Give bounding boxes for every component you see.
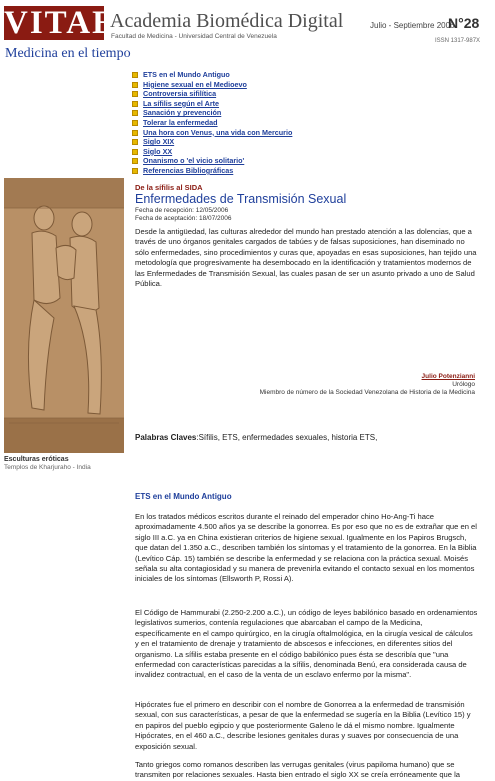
toc-link[interactable]: Una hora con Venus, una vida con Mercurio — [143, 127, 293, 137]
toc-item[interactable] — [130, 80, 292, 90]
body-paragraph-4: Tanto griegos como romanos describen las verrugas genitales (virus papiloma humano) que se transmiten por relaciones sexuales. Hasta bien entrado el siglo XX se creía erróneamente que la — [135, 760, 461, 780]
toc-item[interactable] — [130, 147, 292, 157]
toc-link[interactable]: Onanismo o 'el vicio solitario' — [143, 156, 245, 166]
bullet-icon — [132, 72, 138, 78]
author-role: Urólogo — [452, 381, 475, 388]
article-kicker: De la sífilis al SIDA — [135, 183, 203, 192]
bullet-icon — [132, 168, 138, 174]
toc-item[interactable] — [130, 137, 292, 147]
article-title: Enfermedades de Transmisión Sexual — [135, 192, 347, 206]
toc-link[interactable]: Higiene sexual en el Medioevo — [143, 79, 247, 89]
toc-link[interactable]: Siglo XIX — [143, 137, 175, 147]
bullet-icon — [132, 110, 138, 116]
article-dates — [135, 207, 232, 223]
bullet-icon — [132, 101, 138, 107]
toc-item[interactable] — [130, 108, 292, 118]
site-subtitle: Facultad de Medicina - Universidad Central de Venezuela — [111, 33, 277, 40]
bullet-icon — [132, 91, 138, 97]
image-subcaption: Templos de Kharjuraho - India — [4, 464, 91, 471]
bullet-icon — [132, 82, 138, 88]
vitae-logo[interactable]: VITAE — [4, 5, 117, 41]
toc-link[interactable]: La sífilis según el Arte — [143, 98, 220, 108]
bullet-icon — [132, 149, 138, 155]
bullet-icon — [132, 120, 138, 126]
body-paragraph-1: En los tratados médicos escritos durante el reinado del emperador chino Ho-Ang-Ti hace aproximadamente 4.500 años ya se describe la gonorrea. Es por eso que no es de extrañar que en el siglo III a.C. ya en China existieran criterios de higiene sexual. Igualmente en los Papiros Brugsch, que datan del 1.350 a.C., describen también los síntomas y el tratamiento de la gonorrea. En la Biblia (Levítico Cáp. 15) también se describe la enfermedad y se relaciona con la práctica sexual. Moisés señala su alta contagiosidad y su manera de prevenirla evitando el contacto sexual en los momentos iniciales de los síntomas (Ellsworth P, Rossi A). — [135, 512, 477, 584]
received-date: Fecha de recepción: 12/05/2006 — [135, 207, 229, 214]
toc-link[interactable]: ETS en el Mundo Antiguo — [143, 70, 230, 79]
erotic-sculpture-image — [4, 178, 124, 453]
toc-link[interactable]: Controversia sifilítica — [143, 89, 217, 99]
image-caption: Esculturas eróticas — [4, 456, 69, 463]
author-name-link[interactable]: Julio Potenzianni — [421, 373, 475, 380]
section-title: Medicina en el tiempo — [5, 46, 131, 61]
toc-link[interactable]: Referencias Bibliográficas — [143, 165, 234, 175]
toc-item[interactable] — [130, 166, 292, 176]
bullet-icon — [132, 139, 138, 145]
issn: ISSN 1317-987X — [435, 38, 481, 44]
abstract-paragraph: Desde la antigüedad, las culturas alrededor del mundo han prestado atención a las dolencias, que a través de uno órganos genitales cargados de tabúes y de falsas suposiciones, han diseminado no sólo enfermedades, sino procedimientos y curas que, apoyadas en esas suposiciones, han tejido una metodología que progresivamente ha desembocado en la identificación y tratamientos modernos de las Enfermedades de Transmisión Sexual, las cuales pasan de ser un asunto privado a uno de Salud Pública. — [135, 227, 477, 289]
toc-item[interactable] — [130, 70, 292, 80]
site-title[interactable]: Academia Biomédica Digital — [110, 10, 344, 32]
table-of-contents — [130, 70, 292, 176]
toc-item[interactable] — [130, 89, 292, 99]
keywords-line — [135, 433, 377, 442]
keywords-label: Palabras Claves — [135, 433, 197, 442]
toc-item[interactable] — [130, 99, 292, 109]
issue-number: N°28 — [448, 15, 480, 31]
body-paragraph-3: Hipócrates fue el primero en describir con el nombre de Gonorrea a la enfermedad de transmisión sexual, con sus características, a pesar de que la enfermedad se sugería en la Biblia (Levítico 15) y en papiros del pueblo egipcio y que posteriormente Galeno le dá el mismo nombre. Igualmente Hipócrates, en el 460 a.C., describe lesiones genitales duras y suaves por consecuencia de una exposición sexual. — [135, 700, 471, 751]
section-heading: ETS en el Mundo Antiguo — [135, 492, 232, 501]
author-block — [260, 373, 475, 397]
keywords-list: :Sífilis, ETS, enfermedades sexuales, historia ETS, — [196, 433, 378, 442]
bullet-icon — [132, 158, 138, 164]
sculpture-illustration — [4, 178, 124, 453]
toc-item[interactable] — [130, 156, 292, 166]
toc-item[interactable] — [130, 128, 292, 138]
accepted-date: Fecha de aceptación: 18/07/2006 — [135, 215, 232, 222]
toc-item[interactable] — [130, 118, 292, 128]
toc-link[interactable]: Siglo XX — [143, 146, 173, 156]
toc-link[interactable]: Sanación y prevención — [143, 108, 222, 118]
author-affiliation: Miembro de número de la Sociedad Venezolana de Historia de la Medicina — [259, 389, 475, 396]
toc-link[interactable]: Tolerar la enfermedad — [143, 117, 218, 127]
issue-date: Julio - Septiembre 2006 — [370, 21, 455, 30]
body-paragraph-2: El Código de Hammurabi (2.250-2.200 a.C.), un código de leyes babilónico basado en ordenamientos legislativos sumerios, contenía regulaciones que abarcaban el campo de la Medicina, específicamente en el campo quirúrgico, en la cirugía oftalmológica, en la cirugía vesical de cálculos y en el tratamiento de drenaje y tratamiento de abscesos e infecciones, en diferentes sitios del organismo. La sífilis estaba presente en el código babilónico pues ésta se describía que "una enfermedad con características parecidas a la sífilis, denominada Benú, era considerada causa de invalidez contractual, en el caso de la venta de un esclavo enfermo por la misma". — [135, 608, 478, 680]
bullet-icon — [132, 130, 138, 136]
